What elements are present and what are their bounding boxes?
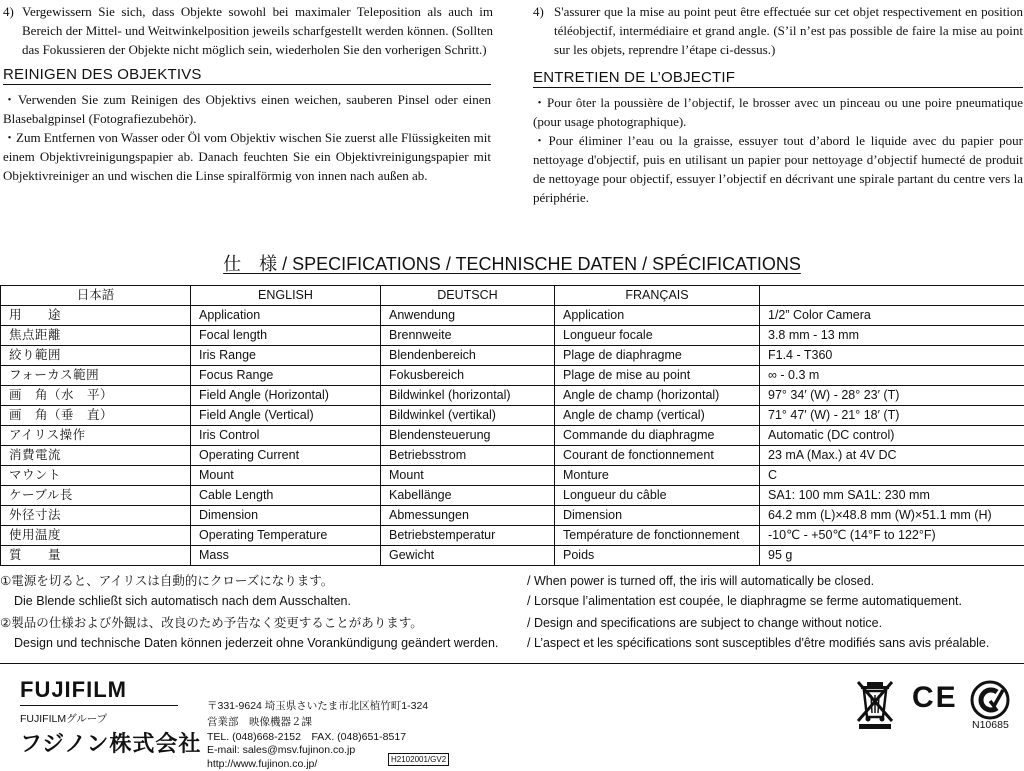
c-tick-mark-icon bbox=[970, 680, 1010, 720]
table-row bbox=[1, 466, 1024, 486]
document-code: H2102001/GV2 bbox=[388, 753, 449, 766]
table-row bbox=[1, 506, 1024, 526]
spec-deutsch: Fokusbereich bbox=[381, 366, 555, 386]
bullet-item: ・Pour éliminer l’eau ou la graisse, essuyer tout d’abord le liquide avec du papier pour nettoyage d'objectif, puis en utilisant un papier pour nettoyage d’objectif humecté de produit de nettoyage pour objectif, essuyer l’objectif en décrivant une spirale partant du centre vers la périphérie. bbox=[533, 131, 1023, 207]
bullet-item: ・Pour ôter la poussière de l’objectif, le brosser avec un pinceau ou une poire pneumatique (pour usage photographique). bbox=[533, 93, 1023, 131]
weee-bin-icon bbox=[855, 679, 895, 729]
note-1-french: / Lorsque l’alimentation est coupée, le diaphragme se ferme automatiquement. bbox=[527, 592, 962, 610]
fr-step-4 bbox=[533, 2, 1024, 59]
spec-deutsch: Gewicht bbox=[381, 546, 555, 566]
spec-francais: Poids bbox=[555, 546, 760, 566]
fr-cleaning-heading: ENTRETIEN DE L’OBJECTIF bbox=[533, 69, 735, 86]
spec-english: Iris Range bbox=[191, 346, 381, 366]
spec-japanese: 焦点距離 bbox=[1, 326, 191, 346]
spec-deutsch: Bildwinkel (horizontal) bbox=[381, 386, 555, 406]
spec-deutsch: Betriebstemperatur bbox=[381, 526, 555, 546]
spec-english: Mount bbox=[191, 466, 381, 486]
de-cleaning-heading: REINIGEN DES OBJEKTIVS bbox=[3, 66, 202, 83]
spec-deutsch: Mount bbox=[381, 466, 555, 486]
table-header-row bbox=[1, 286, 1024, 306]
bullet-item: ・Zum Entfernen von Wasser oder Öl vom Objektiv wischen Sie zuerst alle Flüssigkeiten mit einem Objektivreinigungspapier ab. Danach feuchten Sie ein Objektivreinigungspapier mit Objektivreiniger an und wischen die Linse spiralförmig von innen nach außen ab. bbox=[3, 128, 491, 185]
step-text: Vergewissern Sie sich, dass Objekte sowohl bei maximaler Teleposition als auch im Bereich der Mittel- und Weitwinkelposition jeweils scharfgestellt werden können. (Sollten das Fokussieren der Objekte nicht möglich sein, wiederholen Sie den vorherigen Schritt.) bbox=[22, 2, 493, 59]
spec-japanese: フォーカス範囲 bbox=[1, 366, 191, 386]
spec-francais: Plage de diaphragme bbox=[555, 346, 760, 366]
spec-francais: Monture bbox=[555, 466, 760, 486]
de-step-4 bbox=[3, 2, 493, 59]
spec-deutsch: Blendenbereich bbox=[381, 346, 555, 366]
spec-value: 64.2 mm (L)×48.8 mm (W)×51.1 mm (H) bbox=[760, 506, 1024, 526]
spec-francais: Longueur focale bbox=[555, 326, 760, 346]
spec-japanese: アイリス操作 bbox=[1, 426, 191, 446]
specifications-table bbox=[0, 285, 1024, 566]
specifications-title bbox=[0, 250, 1024, 276]
spec-francais: Longueur du câble bbox=[555, 486, 760, 506]
spec-francais: Dimension bbox=[555, 506, 760, 526]
spec-english: Field Angle (Vertical) bbox=[191, 406, 381, 426]
spec-english: Cable Length bbox=[191, 486, 381, 506]
spec-francais: Angle de champ (horizontal) bbox=[555, 386, 760, 406]
table-row bbox=[1, 306, 1024, 326]
note-1-english: / When power is turned off, the iris will automatically be closed. bbox=[527, 572, 874, 590]
spec-english: Field Angle (Horizontal) bbox=[191, 386, 381, 406]
table-row bbox=[1, 546, 1024, 566]
spec-deutsch: Anwendung bbox=[381, 306, 555, 326]
spec-value: Automatic (DC control) bbox=[760, 426, 1024, 446]
step-text: S'assurer que la mise au point peut être effectuée sur cet objet respectivement en position téléobjectif, intermédiaire et grand angle. (S’il n’est pas possible de faire la mise au point sur les objets, reprendre l’étape ci-dessus.) bbox=[554, 2, 1023, 59]
spec-japanese: 画 角（水 平） bbox=[1, 386, 191, 406]
spec-english: Operating Temperature bbox=[191, 526, 381, 546]
spec-deutsch: Bildwinkel (vertikal) bbox=[381, 406, 555, 426]
specifications-title-text: 仕 様 / SPECIFICATIONS / TECHNISCHE DATEN / SPÉCIFICATIONS bbox=[223, 254, 801, 274]
spec-francais: Plage de mise au point bbox=[555, 366, 760, 386]
fujifilm-group-label: FUJIFILMグループ bbox=[20, 712, 107, 726]
address: 〒331-9624 埼玉県さいたま市北区植竹町1-324 bbox=[207, 699, 428, 713]
spec-francais: Courant de fonctionnement bbox=[555, 446, 760, 466]
spec-value: 97° 34′ (W) - 28° 23′ (T) bbox=[760, 386, 1024, 406]
phone-fax: TEL. (048)668-2152 FAX. (048)651-8517 bbox=[207, 730, 406, 744]
table-row bbox=[1, 386, 1024, 406]
spec-english: Application bbox=[191, 306, 381, 326]
spec-japanese: ケーブル長 bbox=[1, 486, 191, 506]
spec-francais: Commande du diaphragme bbox=[555, 426, 760, 446]
table-row bbox=[1, 426, 1024, 446]
spec-japanese: 画 角（垂 直） bbox=[1, 406, 191, 426]
table-row bbox=[1, 526, 1024, 546]
table-row bbox=[1, 406, 1024, 426]
spec-deutsch: Blendensteuerung bbox=[381, 426, 555, 446]
spec-deutsch: Kabellänge bbox=[381, 486, 555, 506]
header-value bbox=[760, 286, 1024, 306]
spec-value: 23 mA (Max.) at 4V DC bbox=[760, 446, 1024, 466]
footer-divider bbox=[0, 663, 1024, 664]
header-francais: FRANÇAIS bbox=[555, 286, 760, 306]
spec-value: 3.8 mm - 13 mm bbox=[760, 326, 1024, 346]
logo-rule bbox=[20, 705, 178, 706]
spec-japanese: マウント bbox=[1, 466, 191, 486]
header-english: ENGLISH bbox=[191, 286, 381, 306]
certification-code: N10685 bbox=[972, 718, 1009, 732]
spec-japanese: 外径寸法 bbox=[1, 506, 191, 526]
table-row bbox=[1, 446, 1024, 466]
company-name: フジノン株式会社 bbox=[20, 727, 201, 758]
note-2-english: / Design and specifications are subject to change without notice. bbox=[527, 614, 882, 632]
spec-value: 1/2” Color Camera bbox=[760, 306, 1024, 326]
table-row bbox=[1, 486, 1024, 506]
spec-value: 95 g bbox=[760, 546, 1024, 566]
spec-francais: Température de fonctionnement bbox=[555, 526, 760, 546]
spec-francais: Application bbox=[555, 306, 760, 326]
step-number: 4) bbox=[533, 2, 544, 21]
header-japanese: 日本語 bbox=[1, 286, 191, 306]
spec-value: -10℃ - +50℃ (14°F to 122°F) bbox=[760, 526, 1024, 546]
spec-japanese: 消費電流 bbox=[1, 446, 191, 466]
note-2-japanese: ②製品の仕様および外観は、改良のため予告なく変更することがあります。 bbox=[0, 614, 423, 632]
spec-value: ∞ - 0.3 m bbox=[760, 366, 1024, 386]
spec-english: Dimension bbox=[191, 506, 381, 526]
spec-japanese: 絞り範囲 bbox=[1, 346, 191, 366]
note-1-japanese: ①電源を切ると、アイリスは自動的にクローズになります。 bbox=[0, 572, 333, 590]
spec-japanese: 質 量 bbox=[1, 546, 191, 566]
spec-japanese: 使用温度 bbox=[1, 526, 191, 546]
heading-rule bbox=[3, 84, 491, 85]
table-row bbox=[1, 346, 1024, 366]
note-2-french: / L’aspect et les spécifications sont susceptibles d'être modifiés sans avis préalable. bbox=[527, 634, 989, 652]
spec-english: Mass bbox=[191, 546, 381, 566]
spec-value: C bbox=[760, 466, 1024, 486]
table-row bbox=[1, 326, 1024, 346]
fr-cleaning-bullets bbox=[533, 93, 1023, 207]
bullet-item: ・Verwenden Sie zum Reinigen des Objektivs einen weichen, sauberen Pinsel oder einen Blasebalgpinsel (Fotografiezubehör). bbox=[3, 90, 491, 128]
spec-deutsch: Brennweite bbox=[381, 326, 555, 346]
de-cleaning-bullets bbox=[3, 90, 491, 185]
spec-english: Iris Control bbox=[191, 426, 381, 446]
spec-deutsch: Abmessungen bbox=[381, 506, 555, 526]
note-2-german: Design und technische Daten können jederzeit ohne Vorankündigung geändert werden. bbox=[14, 634, 498, 652]
note-1-german: Die Blende schließt sich automatisch nach dem Ausschalten. bbox=[14, 592, 351, 610]
department: 営業部 映像機器２課 bbox=[207, 715, 312, 729]
header-deutsch: DEUTSCH bbox=[381, 286, 555, 306]
heading-rule bbox=[533, 87, 1023, 88]
spec-english: Focal length bbox=[191, 326, 381, 346]
spec-francais: Angle de champ (vertical) bbox=[555, 406, 760, 426]
spec-deutsch: Betriebsstrom bbox=[381, 446, 555, 466]
specifications-body bbox=[1, 306, 1024, 566]
fujifilm-logo: FUJIFILM bbox=[20, 677, 127, 703]
spec-english: Focus Range bbox=[191, 366, 381, 386]
spec-english: Operating Current bbox=[191, 446, 381, 466]
step-number: 4) bbox=[3, 2, 14, 21]
spec-value: F1.4 - T360 bbox=[760, 346, 1024, 366]
email-address: E-mail: sales@msv.fujinon.co.jp bbox=[207, 743, 355, 757]
spec-value: 71° 47′ (W) - 21° 18′ (T) bbox=[760, 406, 1024, 426]
table-row bbox=[1, 366, 1024, 386]
ce-mark-icon: CE bbox=[912, 681, 958, 715]
spec-japanese: 用 途 bbox=[1, 306, 191, 326]
website-url: http://www.fujinon.co.jp/ bbox=[207, 757, 317, 771]
spec-value: SA1: 100 mm SA1L: 230 mm bbox=[760, 486, 1024, 506]
